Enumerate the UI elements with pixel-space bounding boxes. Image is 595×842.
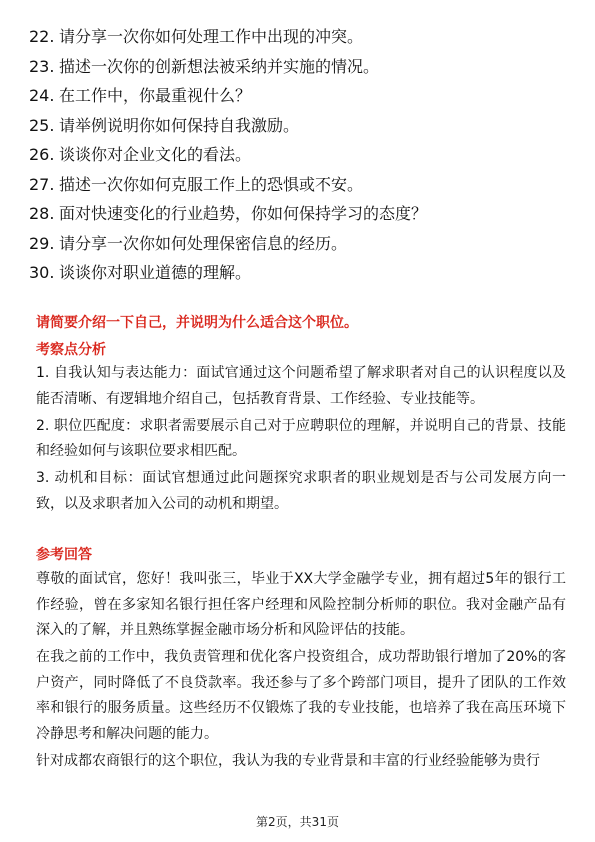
question-item — [29, 199, 569, 229]
question-number: 29. — [29, 233, 55, 253]
question-text: 请举例说明你如何保持自我激励。 — [59, 115, 300, 135]
question-number: 28. — [29, 204, 55, 223]
points-heading: 考察点分析 — [36, 342, 106, 358]
analysis-point: 2. 职位匹配度：求职者需要展示自己对于应聘职位的理解，并说明自己的背景、技能和经验如何与该职位要求相匹配。 — [36, 417, 566, 459]
question-item — [29, 229, 569, 259]
question-number: 22. — [29, 27, 55, 46]
question-number: 30. — [29, 263, 55, 282]
question-text: 请分享一次你如何处理工作中出现的冲突。 — [59, 27, 364, 46]
main-question-heading: 请简要介绍一下自己，并说明为什么适合这个职位。 — [36, 315, 358, 331]
question-number: 23. — [29, 56, 55, 76]
question-text: 谈谈你对企业文化的看法。 — [59, 145, 252, 164]
question-item — [29, 81, 569, 111]
analysis-point: 1. 自我认知与表达能力：面试官通过这个问题希望了解求职者对自己的认识程度以及能否清晰、有逻辑地介绍自己，包括教育背景、工作经验、专业技能等。 — [36, 365, 566, 407]
question-number: 27. — [29, 174, 55, 194]
question-number: 26. — [29, 145, 55, 164]
answer-paragraph: 在我之前的工作中，我负责管理和优化客户投资组合，成功帮助银行增加了20%的客户资产，同时降低了不良贷款率。我还参与了多个跨部门项目，提升了团队的工作效率和银行的服务质量。这些经历不仅锻炼了我的专业技能，也培养了我在高压环境下冷静思考和解决问题的能力。 — [36, 649, 566, 742]
question-item — [29, 111, 569, 141]
question-number: 25. — [29, 115, 55, 135]
answer-heading: 参考回答 — [36, 547, 92, 563]
question-text: 面对快速变化的行业趋势，你如何保持学习的态度？ — [59, 204, 428, 223]
question-item — [29, 22, 569, 52]
question-text: 谈谈你对职业道德的理解。 — [59, 263, 252, 282]
analysis-point: 3. 动机和目标：面试官想通过此问题探究求职者的职业规划是否与公司发展方向一致，以及求职者加入公司的动机和期望。 — [36, 470, 566, 512]
question-item — [29, 140, 569, 170]
answer-paragraph: 针对成都农商银行的这个职位，我认为我的专业背景和丰富的行业经验能够为贵行 — [36, 752, 540, 769]
question-list — [29, 22, 569, 288]
analysis-points — [36, 361, 566, 519]
question-number: 24. — [29, 86, 55, 105]
question-text: 描述一次你的创新想法被采纳并实施的情况。 — [59, 56, 380, 76]
answer-paragraph: 尊敬的面试官，您好！我叫张三，毕业于XX大学金融学专业，拥有超过5年的银行工作经验，曾在多家知名银行担任客户经理和风险控制分析师的职位。我对金融产品有深入的了解，并且熟练掌握金融市场分析和风险评估的技能。 — [36, 571, 566, 638]
question-item — [29, 170, 569, 200]
question-text: 描述一次你如何克服工作上的恐惧或不安。 — [59, 174, 364, 194]
reference-answer — [36, 567, 566, 776]
question-item — [29, 258, 569, 288]
question-text: 在工作中，你最重视什么？ — [59, 86, 252, 105]
page-footer: 第2页，共31页 — [256, 815, 339, 829]
question-item — [29, 52, 569, 82]
question-text: 请分享一次你如何处理保密信息的经历。 — [59, 233, 348, 253]
